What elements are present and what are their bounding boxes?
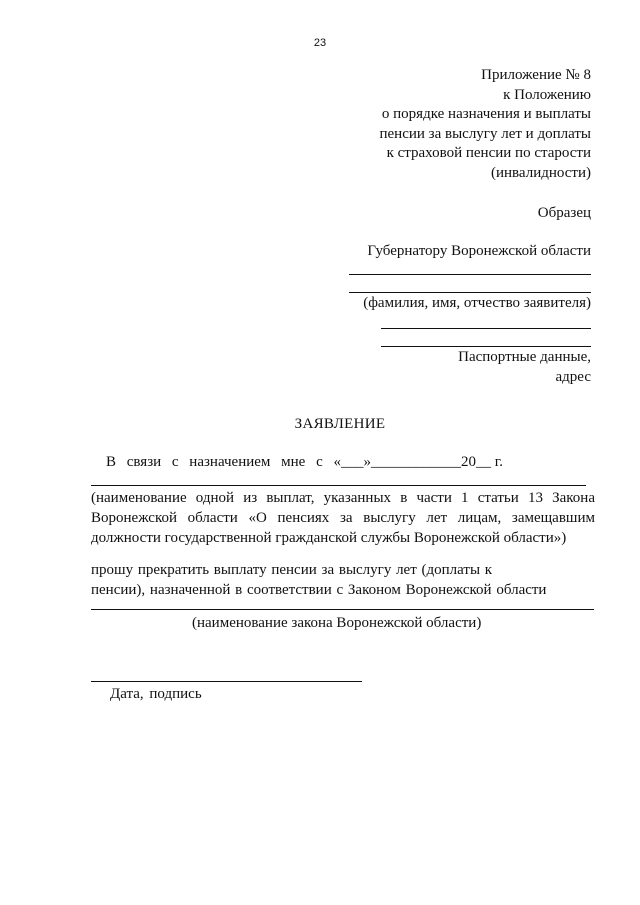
passport-line-1	[381, 328, 591, 329]
addressee: Губернатору Воронежской области	[367, 243, 591, 259]
applicant-name-line-1	[349, 274, 591, 275]
sample-label: Образец	[537, 205, 591, 221]
payment-name-line	[91, 485, 586, 486]
passport-caption-line: Паспортные данные,	[458, 349, 591, 365]
request-text	[91, 560, 546, 600]
payment-caption-line: Воронежской области «О пенсиях за выслугу лет лицам, замещавшим	[91, 510, 595, 526]
appendix-line: к страховой пенсии по старости	[386, 145, 591, 161]
page-number: 23	[313, 37, 327, 49]
date-line	[106, 452, 503, 472]
appendix-line: (инвалидности)	[490, 164, 591, 181]
appendix-header	[380, 66, 592, 183]
month-blank: ____________	[371, 454, 461, 470]
day-blank: ___	[341, 454, 364, 470]
appendix-line: Приложение № 8	[481, 67, 591, 83]
date-line-text: В связи с назначением мне с «	[106, 454, 341, 470]
appendix-line: к Положению	[503, 86, 591, 103]
document-title: ЗАЯВЛЕНИЕ	[294, 416, 386, 432]
payment-caption-line: должности государственной гражданской службы Воронежской области»)	[91, 530, 567, 546]
applicant-caption: (фамилия, имя, отчество заявителя)	[363, 295, 591, 311]
payment-caption	[91, 488, 595, 548]
passport-caption	[458, 348, 591, 387]
law-caption: (наименование закона Воронежской области)	[192, 615, 482, 631]
law-name-line	[91, 609, 594, 610]
appendix-line: пенсии за выслугу лет и доплаты	[379, 125, 591, 142]
date-line-quote: »	[363, 454, 371, 470]
applicant-name-line-2	[349, 292, 591, 293]
appendix-line: о порядке назначения и выплаты	[381, 106, 591, 122]
payment-caption-line: (наименование одной из выплат, указанных в части 1 статьи 13 Закона	[91, 490, 595, 506]
passport-line-2	[381, 346, 591, 347]
signature-caption: Дата, подпись	[110, 686, 202, 702]
signature-line	[91, 681, 362, 682]
passport-caption-line: адрес	[555, 368, 591, 385]
request-line: пенсии), назначенной в соответствии с Законом Воронежской области	[91, 582, 547, 598]
request-line: прошу прекратить выплату пенсии за выслугу лет (доплаты к	[91, 562, 493, 578]
year-field: 20__ г.	[461, 454, 503, 470]
